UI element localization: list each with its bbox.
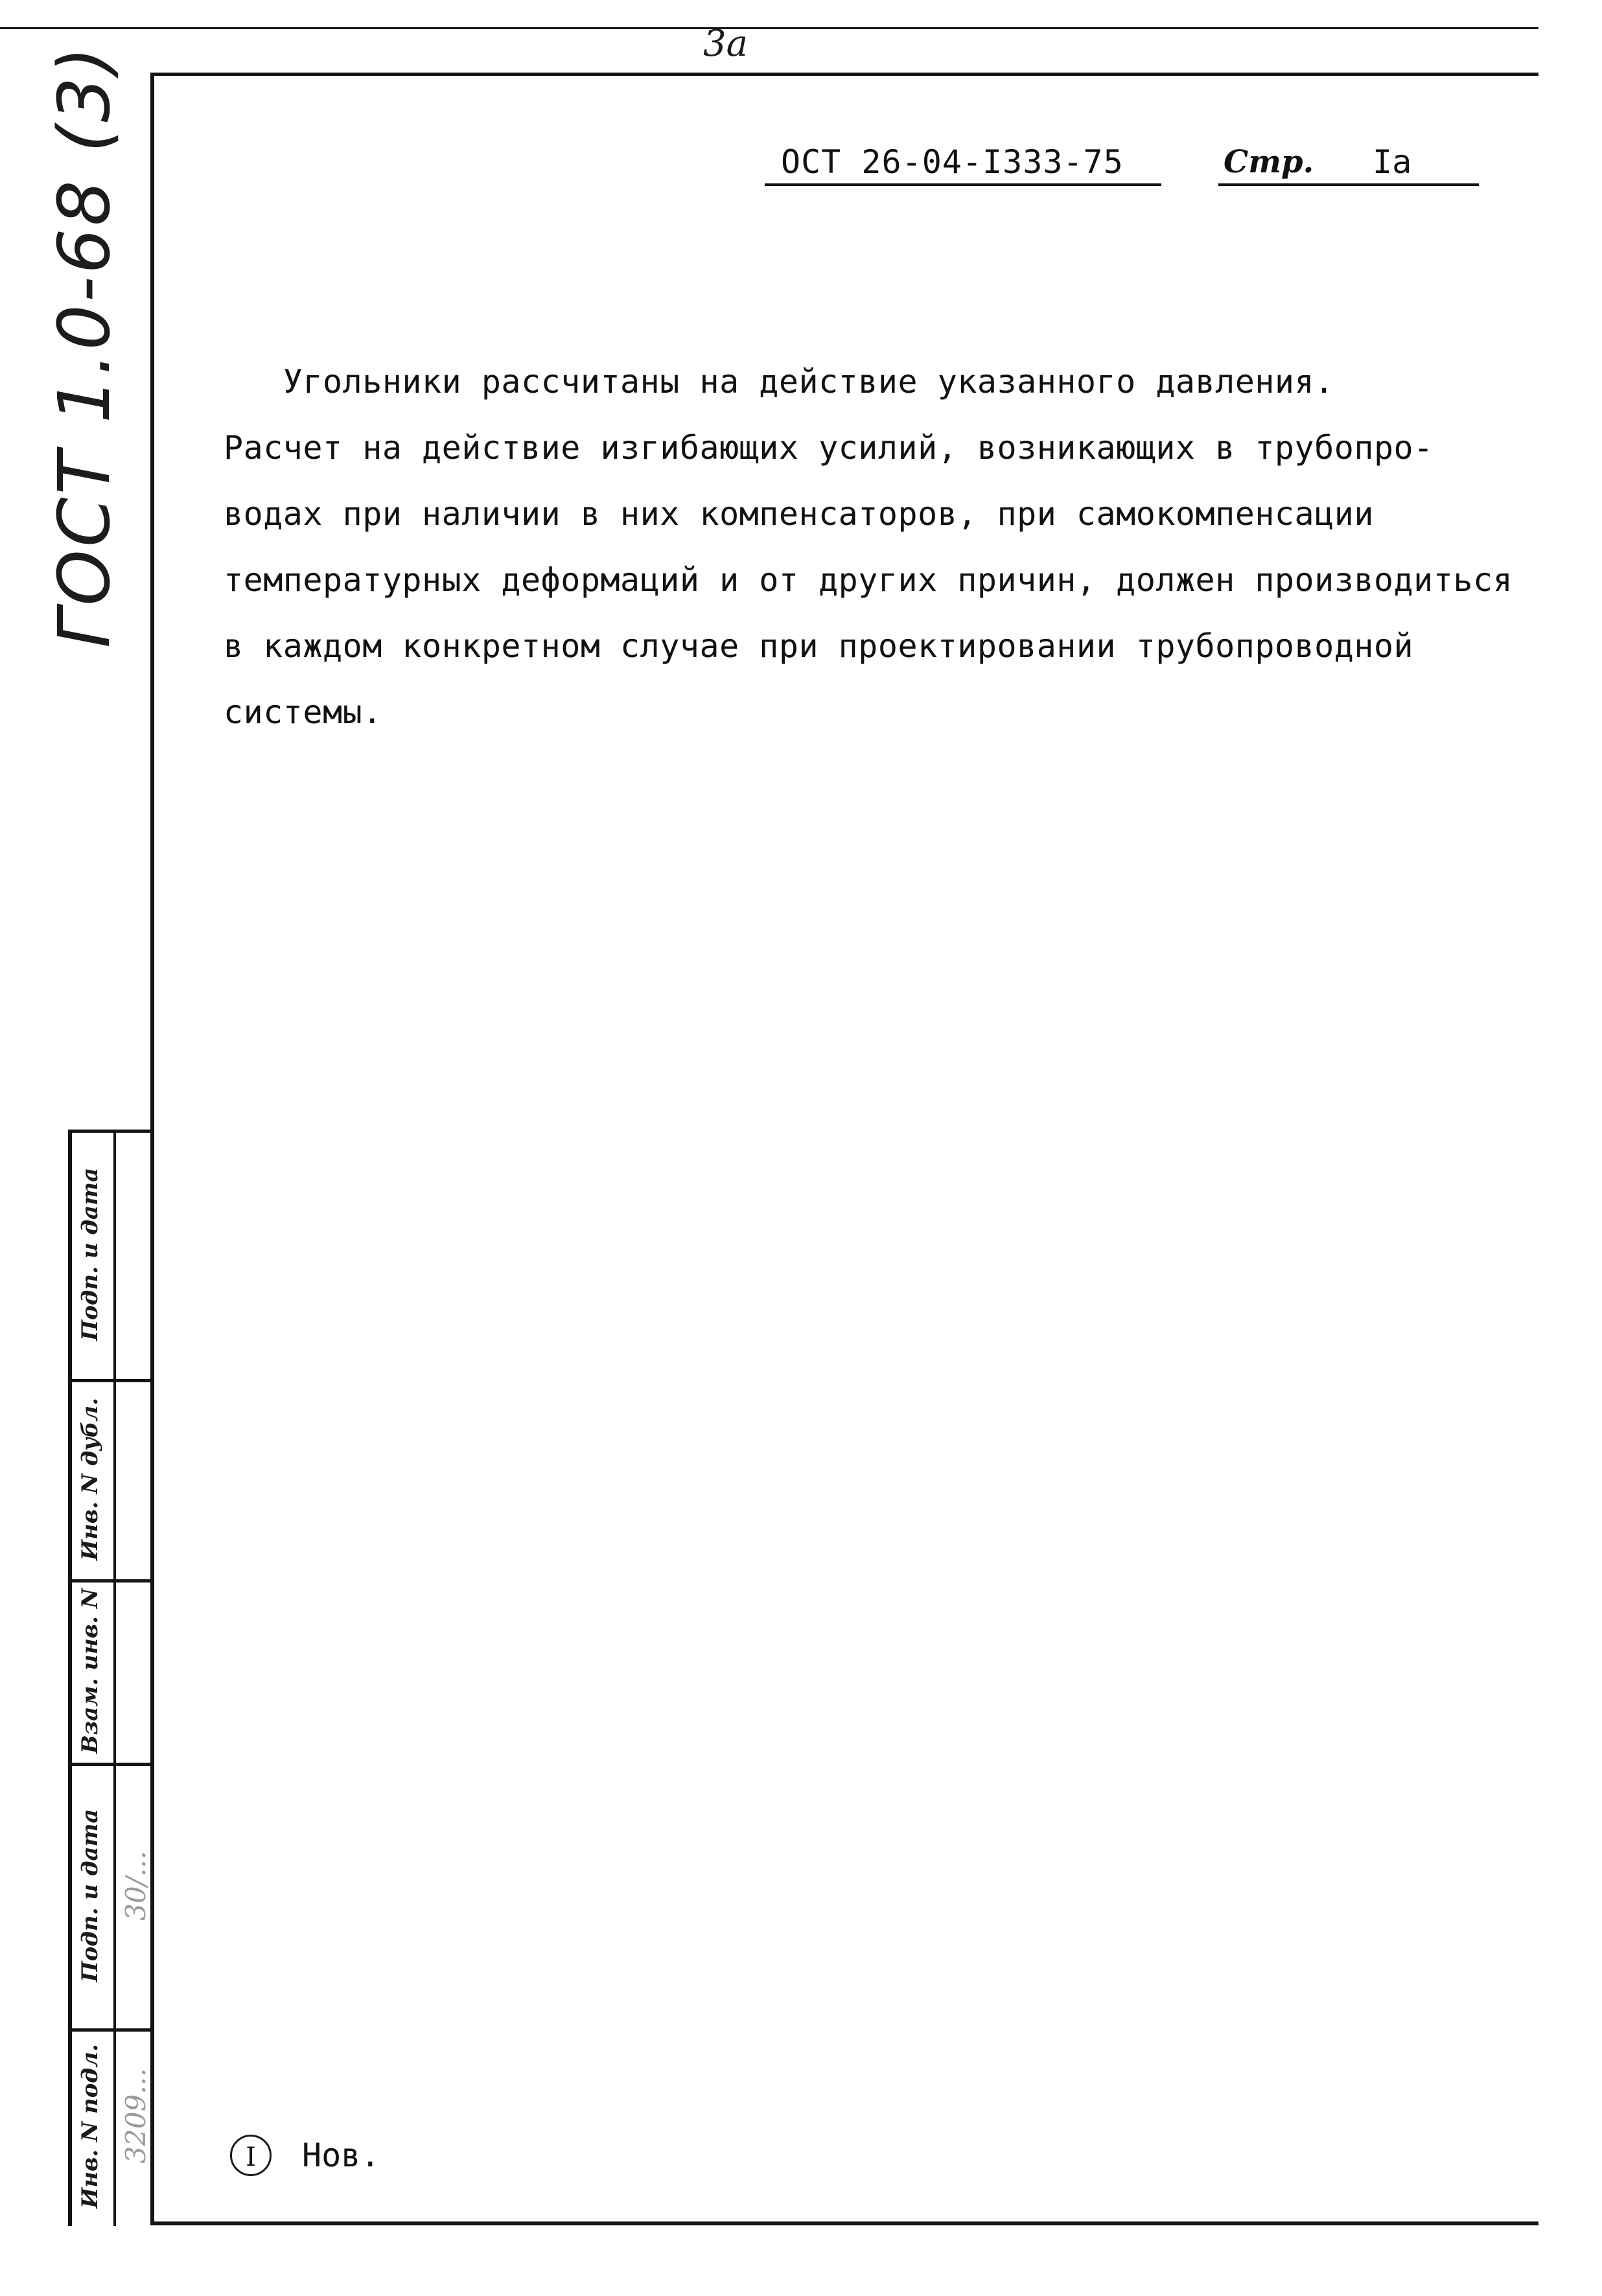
handwritten-signature-date: 30/... (120, 1851, 152, 1921)
bottom-border-line (150, 2221, 1538, 2225)
body-line: водах при наличии в них компенсаторов, при самокомпенсации (224, 495, 1374, 533)
change-mark-circle: I (230, 2135, 272, 2176)
body-line: Расчет на действие изгибающих усилий, возникающих в трубопро- (224, 429, 1434, 467)
stamp-outer-left-line (68, 1131, 72, 2226)
change-note: Нов. (302, 2137, 380, 2174)
stamp-label-replacement-inventory: Взам. инв. N (77, 1588, 103, 1754)
body-line: системы. (224, 693, 382, 731)
body-line: Угольники рассчитаны на действие указанного давления. (224, 363, 1334, 400)
doc-code-underline (765, 183, 1161, 186)
stamp-label-duplicate-inventory: Инв. N дубл. (77, 1397, 103, 1561)
stamp-label-signature-date: Подп. и дата (77, 1809, 103, 1982)
body-line: температурных деформаций и от других причин, должен производиться (224, 561, 1513, 599)
handwritten-inventory-number: 3209... (120, 2068, 152, 2164)
page-underline (1218, 183, 1479, 186)
stamp-label-original-inventory: Инв. N подл. (77, 2044, 103, 2209)
page-number: 3a (703, 23, 749, 65)
stamp-label-signature-date: Подп. и дата (77, 1167, 103, 1341)
body-line: в каждом конкретном случае при проектировании трубопроводной (224, 627, 1414, 665)
stamp-inner-line (113, 1131, 116, 2226)
body-paragraph (224, 283, 1546, 811)
page-label: Стр. (1224, 144, 1314, 180)
page-value: Iа (1373, 143, 1412, 181)
top-border-line (150, 73, 1538, 76)
standard-reference: ГОСТ 1.0-68 (3) (43, 43, 126, 648)
document-code: ОСТ 26-04-I333-75 (781, 143, 1124, 181)
